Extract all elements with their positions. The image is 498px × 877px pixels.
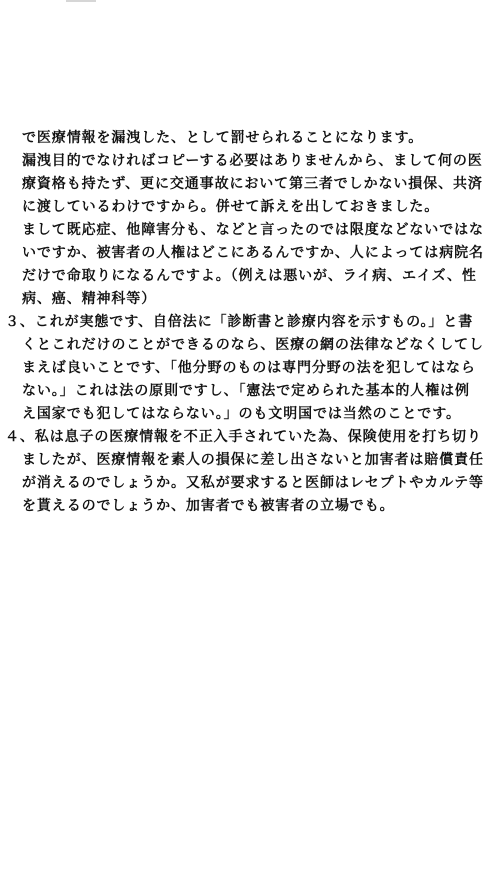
text-line: 病、癌、精神科等） <box>22 291 157 307</box>
text-line: を貰えるのでしょうか、加害者でも被害者の立場でも。 <box>22 498 395 514</box>
text-line: え国家でも犯してはならない。」のも文明国では当然のことです。 <box>22 406 461 422</box>
scan-edge-mark <box>66 0 96 2</box>
text-line: 療資格も持たず、更に交通事故において第三者でしかない損保、共済 <box>22 176 483 192</box>
text-line: まして既応症、他障害分も、などと言ったのでは限度などないではな <box>22 222 484 238</box>
numbered-item-line: ３、これが実態です、自倍法に「診断書と診療内容を示すもの。」と書 <box>5 314 474 330</box>
text-line: で医療情報を漏洩した、として罰せられることになります。 <box>22 130 424 146</box>
text-line: ましたが、医療情報を素人の損保に差し出さないと加害者は賠償責任 <box>22 452 484 468</box>
text-line: まえば良いことです、「他分野のものは専門分野の法を犯してはなら <box>22 360 476 376</box>
text-line: だけで命取りになるんですよ。（例えは悪いが、ライ病、エイズ、性 <box>22 268 477 284</box>
text-line: に渡しているわけですから。併せて訴えを出しておきました。 <box>22 199 440 215</box>
text-line: 漏洩目的でなければコピーする必要はありませんから、まして何の医 <box>22 153 483 169</box>
numbered-item-line: ４、私は息子の医療情報を不正入手されていた為、保険使用を打ち切り <box>5 429 482 445</box>
text-line: くとこれだけのことができるのなら、医療の網の法律などなくしてし <box>22 337 484 353</box>
text-line: が消えるのでしょうか。又私が要求すると医師はレセプトやカルテ等 <box>22 475 484 491</box>
text-line: いですか、被害者の人権はどこにあるんですか、人によっては病院名 <box>22 245 484 261</box>
text-line: ない。」これは法の原則ですし、「憲法で定められた基本的人権は例 <box>22 383 470 399</box>
